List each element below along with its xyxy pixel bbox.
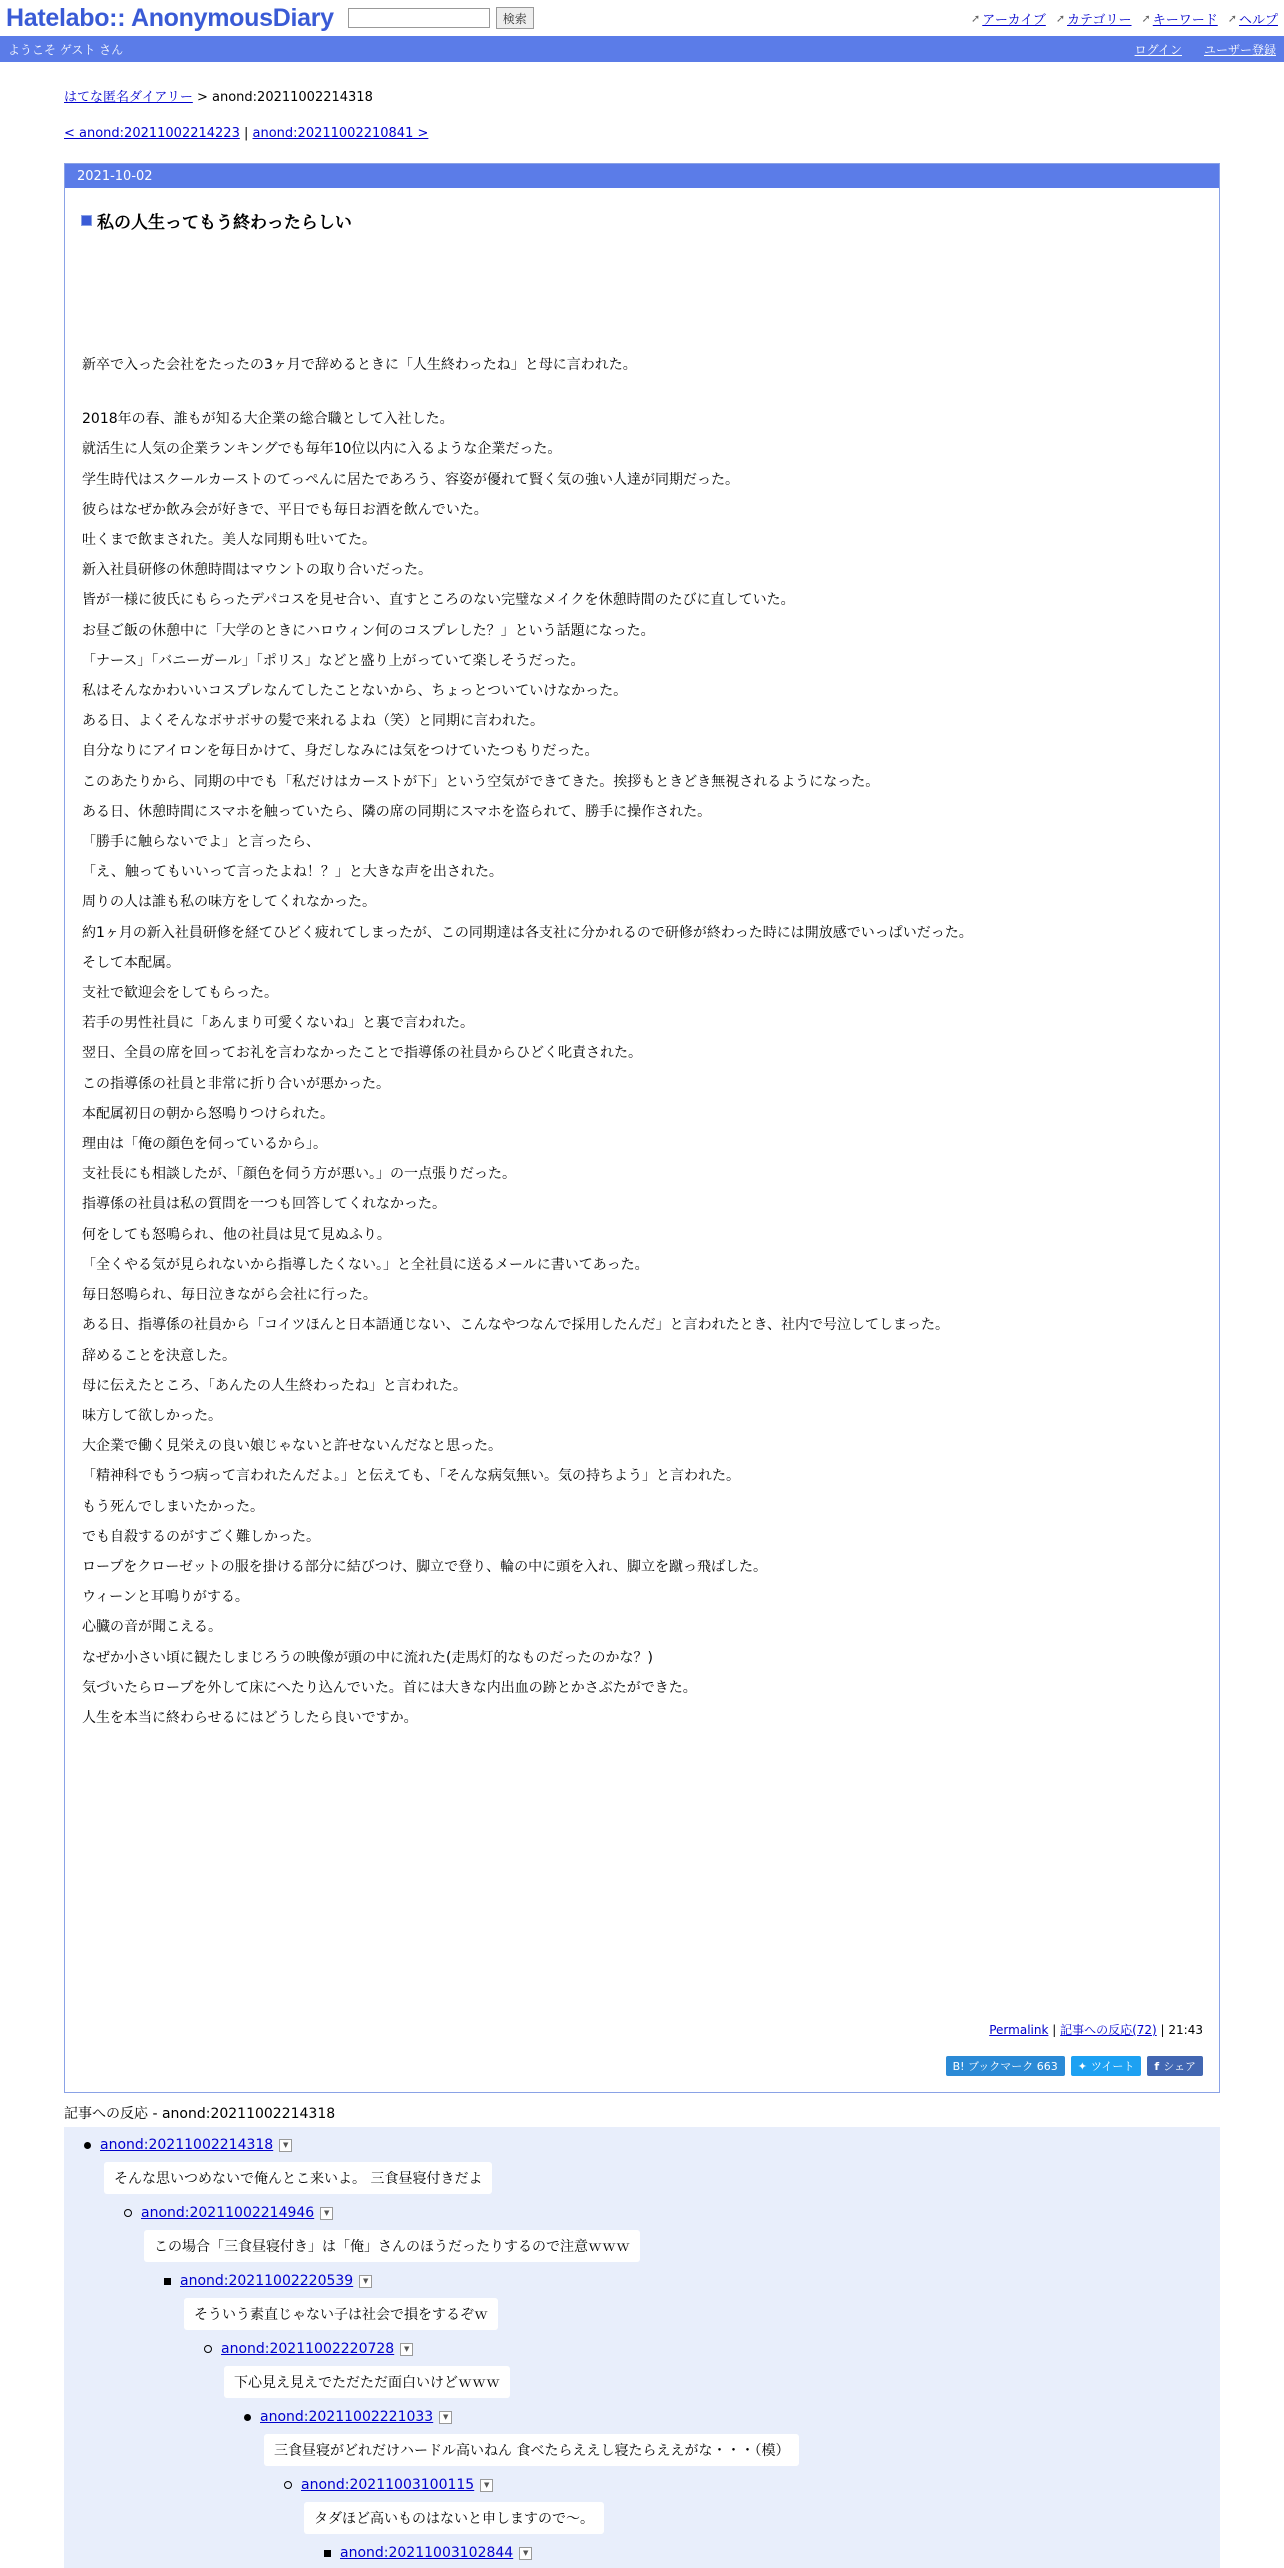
arrow-icon: ➚ [1055,11,1066,25]
chevron-down-icon[interactable]: ▼ [519,2547,532,2560]
entry-line: ウィーンと耳鳴りがする。 [82,1589,249,1606]
entry-line: 支社で歓迎会をしてもらった。 [82,985,278,1002]
reaction-excerpt: この場合「三食昼寝付き」は「俺」さんのほうだったりするので注意ｗｗｗ [144,2230,640,2262]
entry-line: 周りの人は誰も私の味方をしてくれなかった。 [82,894,376,911]
top-nav [971,9,1278,28]
entry-title: 私の人生ってもう終わったらしい [97,213,352,233]
arrow-icon: ➚ [1227,11,1237,25]
entry-line: 「ナース」「バニーガール」「ポリス」などと盛り上がっていて楽しそうだった。 [82,652,585,669]
reaction-link[interactable]: anond:20211003100115 [301,2477,475,2493]
entry-line: 2018年の春、誰もが知る大企業の総合職として入社した。 [82,411,454,428]
list-bullet [124,2209,132,2217]
entry-permalink-icon[interactable] [81,215,92,226]
facebook-icon: f [1154,2059,1160,2073]
entry-line: 私はそんなかわいいコスプレなんてしたことないから、ちょっとついていけなかった。 [82,683,628,700]
breadcrumb-sep: > [192,90,213,105]
list-bullet [164,2278,171,2285]
register-link[interactable]: ユーザー登録 [1203,42,1276,57]
entry-line: 大企業で働く見栄えの良い娘じゃないと許せないんだなと思った。 [82,1438,502,1455]
reaction-excerpt: そんな思いつめないで俺んとこ来いよ。 三食昼寝付きだよ [104,2162,492,2194]
nav-help[interactable]: ヘルプ [1238,12,1278,28]
entry-line: このあたりから、同期の中でも「私だけはカーストが下」という空気ができてきた。挨拶もときどき無視されるようになった。 [82,773,880,790]
footer-sep: | [1048,2023,1061,2037]
pager-sep: | [239,126,253,141]
entry-line: 吐くまで飲まされた。美人な同期も吐いてた。 [82,532,376,549]
entry-footer [989,2021,1203,2038]
diary-entry [64,163,1220,2093]
welcome-text: ようこそ ゲスト さん [8,42,124,57]
list-bullet [244,2414,251,2421]
list-bullet [84,2142,91,2149]
list-bullet [204,2345,212,2353]
entry-line: 就活生に人気の企業ランキングでも毎年10位以内に入るような企業だった。 [82,441,562,458]
search-input[interactable] [348,8,490,28]
reaction-link[interactable]: anond:20211002220728 [221,2341,395,2357]
entry-title-row [81,208,352,233]
entry-line: 新入社員研修の休憩時間はマウントの取り合いだった。 [82,562,432,579]
entry-line: 支社長にも相談したが、「顔色を伺う方が悪い。」の一点張りだった。 [82,1166,516,1183]
entry-line: 「え、触ってもいいって言ったよね！？」と大きな声を出された。 [82,864,503,881]
login-link[interactable]: ログイン [1134,42,1182,57]
nav-archive[interactable]: アーカイブ [982,12,1046,28]
reaction-link[interactable]: anond:20211003102844 [340,2545,514,2561]
reaction-item [284,2477,493,2493]
reaction-item [204,2341,413,2357]
site-logo[interactable]: Hatelabo:: AnonymousDiary [6,3,334,32]
chevron-down-icon[interactable]: ▼ [279,2139,292,2152]
entry-first-line: 新卒で入った会社をたったの3ヶ月で辞めるときに「人生終わったね」と母に言われた。 [82,357,637,373]
entry-line: ロープをクローゼットの服を掛ける部分に結びつけ、脚立で登り、輪の中に頭を入れ、脚立を蹴っ飛ばした。 [82,1558,768,1575]
entry-line: ある日、指導係の社員から「コイツほんと日本語通じない、こんなやつなんで採用したんだ」と言われたとき、社内で号泣してしまった。 [82,1317,950,1334]
tweet-button[interactable] [1071,2056,1142,2076]
entry-line: 母に伝えたところ、「あんたの人生終わったね」と言われた。 [82,1377,467,1394]
entry-line: お昼ご飯の休憩中に「大学のときにハロウィン何のコスプレした？」という話題になった。 [82,622,655,639]
user-bar [0,36,1284,62]
top-header [0,0,1284,36]
list-bullet [324,2550,331,2557]
reaction-item [164,2273,372,2289]
breadcrumb-current: anond:20211002214318 [212,90,373,105]
breadcrumb [64,86,1220,105]
entry-line: 理由は「俺の顔色を伺っているから」。 [82,1136,327,1153]
reaction-link[interactable]: anond:20211002220539 [180,2273,354,2289]
entry-line: 彼らはなぜか飲み会が好きで、平日でも毎日お酒を飲んでいた。 [82,501,488,518]
permalink-link[interactable]: Permalink [989,2023,1049,2037]
reaction-tree [64,2127,1220,2568]
chevron-down-icon[interactable]: ▼ [439,2411,452,2424]
entry-line: この指導係の社員と非常に折り合いが悪かった。 [82,1075,390,1092]
entry-line: なぜか小さい頃に観たしまじろうの映像が頭の中に流れた(走馬灯的なものだったのかな？) [82,1649,653,1666]
next-entry-link[interactable]: anond:20211002210841 > [252,126,429,141]
reaction-item [124,2205,333,2221]
reaction-link[interactable]: anond:20211002214318 [100,2137,274,2153]
entry-lines [82,404,973,1733]
entry-line: そして本配属。 [82,954,180,971]
entry-line: 「勝手に触らないでよ」と言ったら、 [82,834,320,851]
entry-date: 2021-10-02 [65,164,1219,188]
reactions-heading: 記事への反応 - anond:20211002214318 [64,2103,1220,2128]
breadcrumb-home[interactable]: はてな匿名ダイアリー [64,90,193,105]
arrow-icon: ➚ [971,11,981,25]
share-buttons [946,2056,1203,2076]
entry-line: 皆が一様に彼氏にもらったデパコスを見せ合い、直すところのない完璧なメイクを休憩時間のたびに直していた。 [82,592,795,609]
entry-line: 毎日怒鳴られ、毎日泣きながら会社に行った。 [82,1287,377,1304]
facebook-share-button[interactable] [1147,2056,1203,2076]
share-label: シェア [1163,2060,1196,2073]
entry-line: 心臓の音が聞こえる。 [82,1619,222,1636]
entry-line: 翌日、全員の席を回ってお礼を言わなかったことで指導係の社員からひどく叱責された。 [82,1045,642,1062]
entry-body [82,350,973,1733]
entry-line: 本配属初日の朝から怒鳴りつけられた。 [82,1105,334,1122]
chevron-down-icon[interactable]: ▼ [400,2343,413,2356]
arrow-icon: ➚ [1141,11,1151,25]
hatena-bookmark-button[interactable]: B! ブックマーク 663 [946,2056,1065,2076]
entry-line: 気づいたらロープを外して床にへたり込んでいた。首には大きな内出血の跡とかさぶたができた。 [82,1679,697,1696]
entry-pager [64,126,1220,141]
entry-line: 辞めることを決意した。 [82,1347,236,1364]
entry-line: 人生を本当に終わらせるにはどうしたら良いですか。 [82,1709,418,1726]
reaction-item [324,2545,532,2561]
reaction-item [244,2409,452,2425]
entry-line: 約1ヶ月の新入社員研修を経てひどく疲れてしまったが、この同期達は各支社に分かれるので研修が終わった時には開放感でいっぱいだった。 [82,924,973,941]
entry-line: 指導係の社員は私の質問を一つも回答してくれなかった。 [82,1196,446,1213]
entry-line: でも自殺するのがすごく難しかった。 [82,1528,320,1545]
entry-line: ある日、よくそんなボサボサの髪で来れるよね（笑）と同期に言われた。 [82,713,544,730]
entry-line: 「全くやる気が見られないから指導したくない。」と全社員に送るメールに書いてあった。 [82,1256,649,1273]
chevron-down-icon[interactable]: ▼ [320,2207,333,2220]
entry-time: | 21:43 [1156,2023,1203,2037]
reaction-item [84,2137,292,2153]
reaction-link[interactable]: anond:20211002221033 [260,2409,434,2425]
nav-keyword[interactable]: キーワード [1152,12,1218,28]
reaction-link[interactable]: anond:20211002214946 [141,2205,315,2221]
twitter-icon: ✦ [1077,2059,1087,2073]
reaction-excerpt: 三食昼寝がどれだけハードル高いねん 食べたらええし寝たらええがな・・・（模） [264,2434,799,2466]
entry-line: 学生時代はスクールカーストのてっぺんに居たであろう、容姿が優れて賢く気の強い人達が同期だった。 [82,471,740,488]
prev-entry-link[interactable]: < anond:20211002214223 [64,126,240,141]
entry-line: もう死んでしまいたかった。 [82,1498,264,1515]
entry-line: 味方して欲しかった。 [82,1407,222,1424]
list-bullet [284,2481,292,2489]
entry-line: 「精神科でもうつ病って言われたんだよ。」と伝えても、「そんな病気無い。気の持ちよう」と言われた。 [82,1468,740,1485]
entry-line: 自分なりにアイロンを毎日かけて、身だしなみには気をつけていたつもりだった。 [82,743,599,760]
chevron-down-icon[interactable]: ▼ [480,2479,493,2492]
entry-line: 若手の男性社員に「あんまり可愛くないね」と裏で言われた。 [82,1015,474,1032]
nav-category[interactable]: カテゴリー [1067,12,1132,28]
reaction-excerpt: タダほど高いものはないと申しますので～。 [304,2502,604,2534]
tweet-label: ツイート [1090,2060,1135,2073]
entry-line: 何をしても怒鳴られ、他の社員は見て見ぬふり。 [82,1226,391,1243]
chevron-down-icon[interactable]: ▼ [359,2275,372,2288]
search-button[interactable]: 検索 [496,7,534,29]
reaction-excerpt: 下心見え見えでただただ面白いけどｗｗｗ [224,2366,510,2398]
entry-line: ある日、休憩時間にスマホを触っていたら、隣の席の同期にスマホを盗られて、勝手に操作された。 [82,803,712,820]
reactions-link[interactable]: 記事への反応(72) [1060,2023,1157,2037]
reaction-excerpt: そういう素直じゃない子は社会で損をするぞｗ [184,2298,498,2330]
